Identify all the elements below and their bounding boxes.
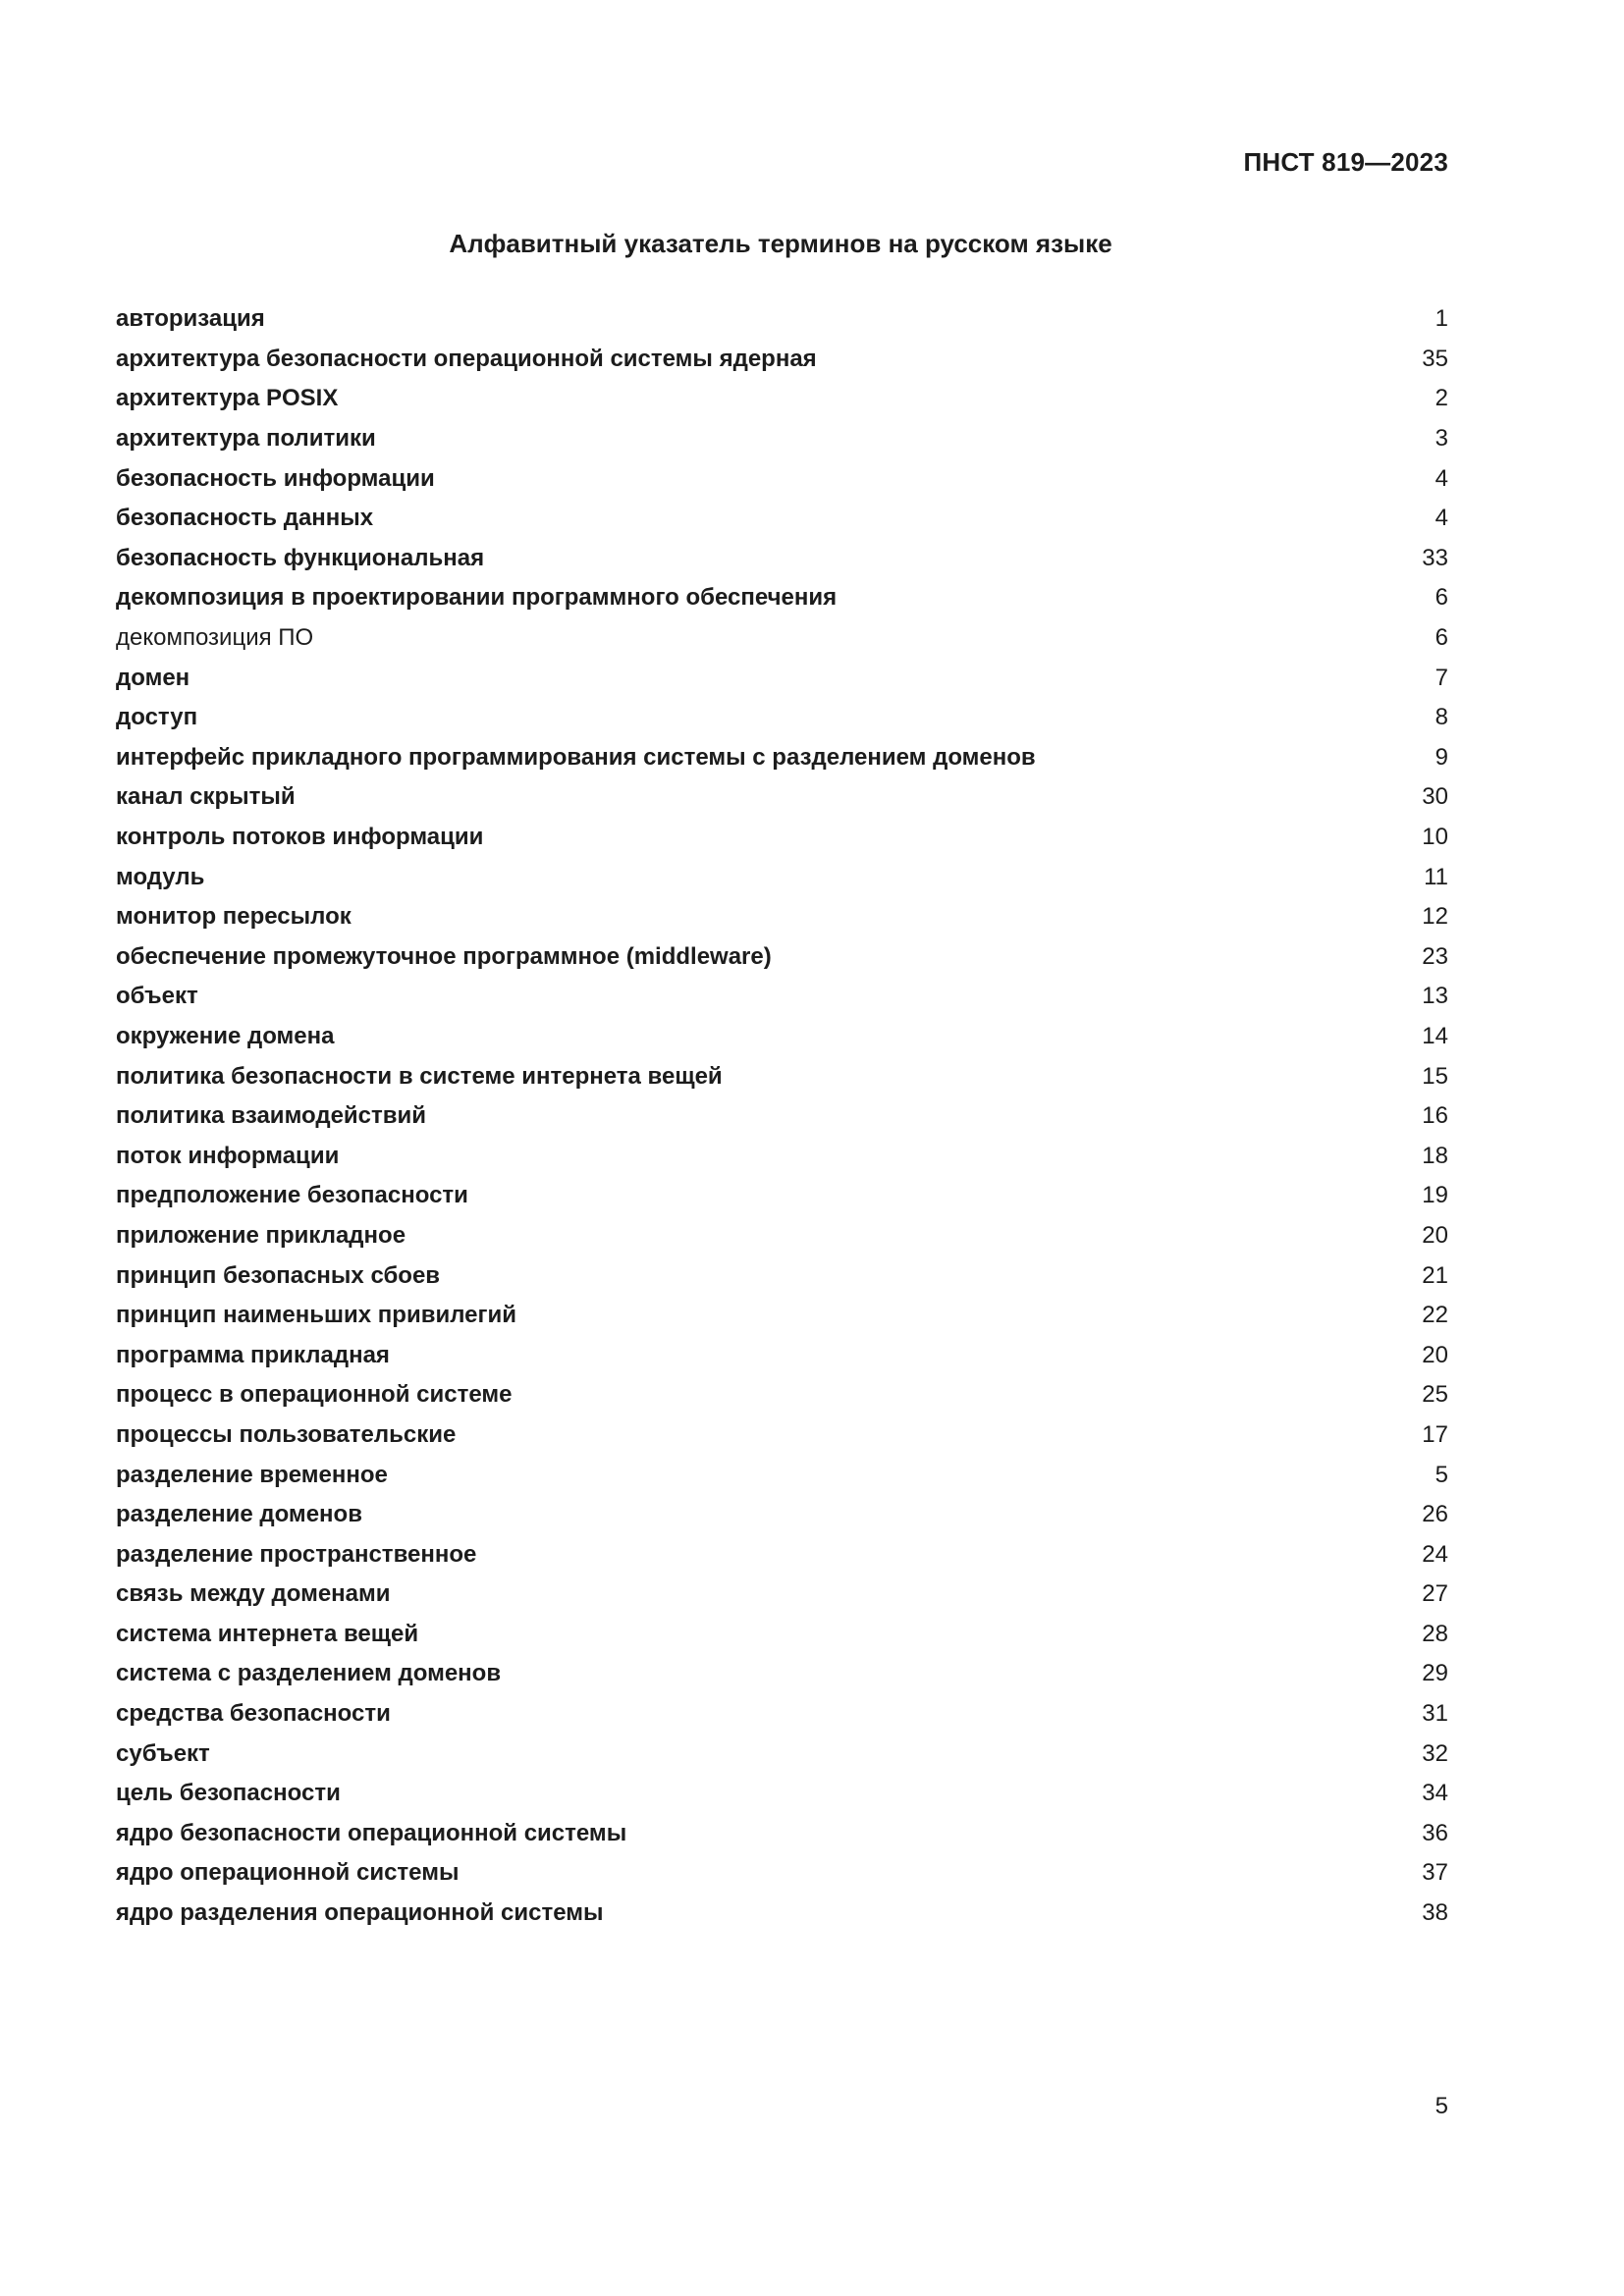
index-entry (116, 299, 1448, 340)
index-entry (116, 1335, 1448, 1375)
index-entry (116, 738, 1448, 778)
index-entry (116, 499, 1448, 539)
index-term: средства безопасности (116, 1700, 391, 1728)
index-term-number: 1 (1435, 305, 1448, 333)
index-title: Алфавитный указатель терминов на русском языке (449, 229, 1112, 258)
index-entry (116, 1615, 1448, 1655)
index-term: обеспечение промежуточное программное (middleware) (116, 942, 772, 970)
index-entry (116, 658, 1448, 698)
index-entry (116, 698, 1448, 738)
index-term: объект (116, 983, 198, 1010)
index-entry (116, 1255, 1448, 1296)
index-term-number: 3 (1435, 425, 1448, 453)
index-term-number: 17 (1422, 1420, 1448, 1448)
index-term-number: 9 (1435, 743, 1448, 771)
index-entry (116, 1534, 1448, 1575)
index-entry (116, 897, 1448, 937)
index-term-number: 22 (1422, 1302, 1448, 1329)
index-term-number: 8 (1435, 704, 1448, 731)
index-term: безопасность функциональная (116, 544, 485, 571)
index-term: процессы пользовательские (116, 1420, 457, 1448)
index-term: интерфейс прикладного программирования системы с разделением доменов (116, 743, 1036, 771)
index-term-number: 32 (1422, 1739, 1448, 1767)
index-entry (116, 1216, 1448, 1256)
index-entry (116, 1375, 1448, 1415)
index-term: система интернета вещей (116, 1620, 419, 1647)
index-entry (116, 1415, 1448, 1456)
index-entry (116, 1654, 1448, 1694)
index-entry (116, 777, 1448, 818)
index-entry (116, 1814, 1448, 1854)
index-term-number: 34 (1422, 1780, 1448, 1807)
index-term: ядро операционной системы (116, 1859, 460, 1887)
index-term-number: 20 (1422, 1341, 1448, 1368)
index-term: связь между доменами (116, 1580, 391, 1608)
index-entry (116, 1495, 1448, 1535)
index-entry (116, 340, 1448, 380)
index-term-number: 36 (1422, 1819, 1448, 1846)
index-entry (116, 1096, 1448, 1137)
index-term-number: 24 (1422, 1540, 1448, 1568)
index-term: система с разделением доменов (116, 1660, 502, 1687)
index-term: архитектура политики (116, 425, 376, 453)
index-term: окружение домена (116, 1022, 335, 1049)
index-entry (116, 857, 1448, 897)
index-term: архитектура безопасности операционной системы ядерная (116, 345, 817, 372)
index-entry (116, 1734, 1448, 1774)
index-term-number: 20 (1422, 1221, 1448, 1249)
index-entry (116, 1136, 1448, 1176)
index-term-number: 14 (1422, 1022, 1448, 1049)
index-term: политика безопасности в системе интернета вещей (116, 1062, 723, 1090)
term-index-list (116, 299, 1448, 1933)
index-term-number: 5 (1435, 1461, 1448, 1488)
index-entry (116, 1694, 1448, 1735)
index-entry (116, 1894, 1448, 1934)
index-term-number: 26 (1422, 1501, 1448, 1528)
index-term: разделение доменов (116, 1501, 362, 1528)
index-term-number: 10 (1422, 824, 1448, 851)
index-term: процесс в операционной системе (116, 1381, 513, 1409)
index-term: разделение пространственное (116, 1540, 477, 1568)
index-term-number: 38 (1422, 1899, 1448, 1927)
index-term-number: 4 (1435, 464, 1448, 492)
index-term: поток информации (116, 1142, 340, 1169)
index-term-number: 12 (1422, 903, 1448, 931)
index-entry (116, 1017, 1448, 1057)
index-entry (116, 458, 1448, 499)
index-term-number: 11 (1424, 863, 1448, 890)
index-term: контроль потоков информации (116, 824, 484, 851)
index-term-number: 21 (1422, 1261, 1448, 1289)
page-number: 5 (1435, 2093, 1448, 2119)
index-term: безопасность данных (116, 505, 374, 532)
index-term: предположение безопасности (116, 1182, 468, 1209)
index-entry (116, 1056, 1448, 1096)
index-term: монитор пересылок (116, 903, 352, 931)
index-term: домен (116, 664, 190, 691)
index-term-number: 18 (1422, 1142, 1448, 1169)
index-term-number: 25 (1422, 1381, 1448, 1409)
index-term: ядро безопасности операционной системы (116, 1819, 627, 1846)
index-term-number: 33 (1422, 544, 1448, 571)
index-term-number: 16 (1422, 1102, 1448, 1130)
index-term-number: 30 (1422, 783, 1448, 811)
index-entry (116, 1575, 1448, 1615)
index-entry (116, 1296, 1448, 1336)
index-term: авторизация (116, 305, 265, 333)
index-term: архитектура POSIX (116, 385, 339, 412)
index-term-number: 2 (1435, 385, 1448, 412)
index-term-number: 37 (1422, 1859, 1448, 1887)
index-term: модуль (116, 863, 205, 890)
index-term-number: 7 (1435, 664, 1448, 691)
index-term-number: 15 (1422, 1062, 1448, 1090)
index-entry (116, 578, 1448, 618)
index-term-number: 6 (1435, 584, 1448, 612)
index-entry (116, 419, 1448, 459)
index-term-number: 23 (1422, 942, 1448, 970)
index-term-number: 35 (1422, 345, 1448, 372)
index-entry (116, 539, 1448, 579)
index-entry (116, 618, 1448, 659)
index-entry (116, 1455, 1448, 1495)
index-entry (116, 818, 1448, 858)
index-entry (116, 1176, 1448, 1216)
index-term: принцип безопасных сбоев (116, 1261, 441, 1289)
index-term: программа прикладная (116, 1341, 390, 1368)
index-term: канал скрытый (116, 783, 296, 811)
index-term-number: 6 (1435, 624, 1448, 652)
index-term-number: 19 (1422, 1182, 1448, 1209)
index-term: субъект (116, 1739, 210, 1767)
index-term: приложение прикладное (116, 1221, 406, 1249)
index-term-number: 31 (1422, 1700, 1448, 1728)
index-term: разделение временное (116, 1461, 388, 1488)
index-term-number: 13 (1422, 983, 1448, 1010)
index-term: безопасность информации (116, 464, 435, 492)
index-term-number: 27 (1422, 1580, 1448, 1608)
index-term: декомпозиция ПО (116, 624, 314, 652)
index-term-number: 28 (1422, 1620, 1448, 1647)
index-entry (116, 977, 1448, 1017)
index-term: политика взаимодействий (116, 1102, 427, 1130)
index-entry (116, 1853, 1448, 1894)
index-term-number: 29 (1422, 1660, 1448, 1687)
index-term: доступ (116, 704, 198, 731)
document-code: ПНСТ 819—2023 (1243, 147, 1448, 177)
index-term-number: 4 (1435, 505, 1448, 532)
index-entry (116, 937, 1448, 978)
index-term: декомпозиция в проектировании программного обеспечения (116, 584, 838, 612)
index-entry (116, 379, 1448, 419)
index-term: ядро разделения операционной системы (116, 1899, 604, 1927)
index-term: принцип наименьших привилегий (116, 1302, 516, 1329)
index-entry (116, 1774, 1448, 1814)
index-term: цель безопасности (116, 1780, 341, 1807)
